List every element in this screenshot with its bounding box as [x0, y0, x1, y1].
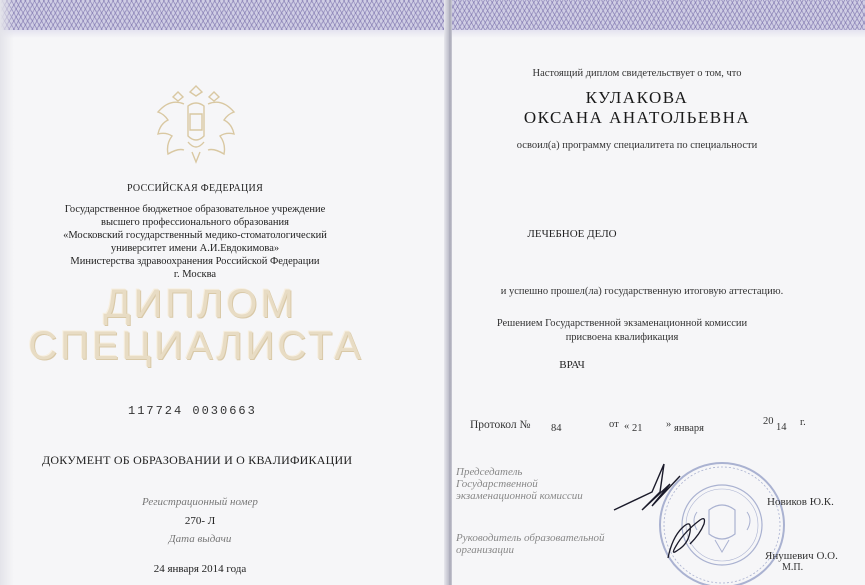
seal-place-label: М.П. [782, 562, 804, 573]
institution-line-1: Государственное бюджетное образовательное учреждение [64, 204, 326, 215]
chair-name: Новиков Ю.К. [767, 496, 834, 508]
document-type-label: ДОКУМЕНТ ОБ ОБРАЗОВАНИИ И О КВАЛИФИКАЦИИ [42, 453, 353, 467]
attestation-text: и успешно прошел(ла) государственную итоговую аттестацию. [500, 286, 784, 297]
russian-coat-of-arms-icon [148, 76, 244, 172]
year-suffix: 14 [776, 422, 787, 433]
head-name: Янушевич О.О. [765, 550, 838, 562]
chair-label-line-3: экзаменационной комиссии [456, 490, 583, 502]
head-signature-icon [662, 502, 712, 562]
institution-line-4: университет имени А.И.Евдокимова» [110, 243, 280, 254]
head-label-line-1: Руководитель образовательной [456, 532, 605, 544]
diploma-title-line-2: СПЕЦИАЛИСТА [28, 324, 364, 368]
diploma-title-line-1: ДИПЛОМ [103, 282, 297, 326]
intro-text: Настоящий диплом свидетельствует о том, что [532, 68, 742, 79]
protocol-day: 21 [632, 423, 643, 434]
day-open-quote: « [624, 421, 630, 432]
country-label: РОССИЙСКАЯ ФЕДЕРАЦИЯ [126, 183, 264, 194]
year-prefix: 20 [763, 416, 774, 427]
chair-label-line-2: Государственной [456, 478, 538, 490]
institution-line-5: Министерства здравоохранения Российской Федерации [70, 256, 320, 267]
recipient-surname: КУЛАКОВА [585, 88, 689, 107]
head-label-line-2: организации [456, 544, 515, 556]
from-label: от [609, 419, 619, 430]
issue-date: 24 января 2014 года [153, 563, 247, 575]
top-guilloche-border [0, 0, 448, 30]
serial-number: 117724 0030663 [128, 404, 257, 418]
specialty: ЛЕЧЕБНОЕ ДЕЛО [527, 228, 617, 240]
day-close-quote: » [666, 419, 672, 430]
registration-number: 270- Л [184, 515, 216, 527]
protocol-month: января [674, 423, 705, 434]
institution-line-6: г. Москва [173, 269, 217, 280]
year-label: г. [800, 417, 806, 428]
chair-label-line-1: Председатель [456, 466, 523, 478]
issue-date-label: Дата выдачи [168, 533, 232, 545]
top-guilloche-border [452, 0, 865, 30]
qualification: ВРАЧ [559, 359, 585, 371]
recipient-given-names: ОКСАНА АНАТОЛЬЕВНА [523, 108, 751, 127]
institution-line-2: высшего профессионального образования [101, 217, 289, 228]
protocol-label: Протокол № [470, 419, 531, 431]
right-page [452, 0, 865, 585]
institution-line-3: «Московский государственный медико-стоматологический [63, 230, 327, 241]
protocol-number: 84 [551, 423, 562, 434]
commission-text-line-1: Решением Государственной экзаменационной комиссии [496, 318, 748, 329]
commission-text-line-2: присвоена квалификация [565, 332, 679, 343]
registration-number-label: Регистрационный номер [142, 496, 258, 508]
program-mastered-text: освоил(а) программу специалитета по специальности [516, 140, 758, 151]
